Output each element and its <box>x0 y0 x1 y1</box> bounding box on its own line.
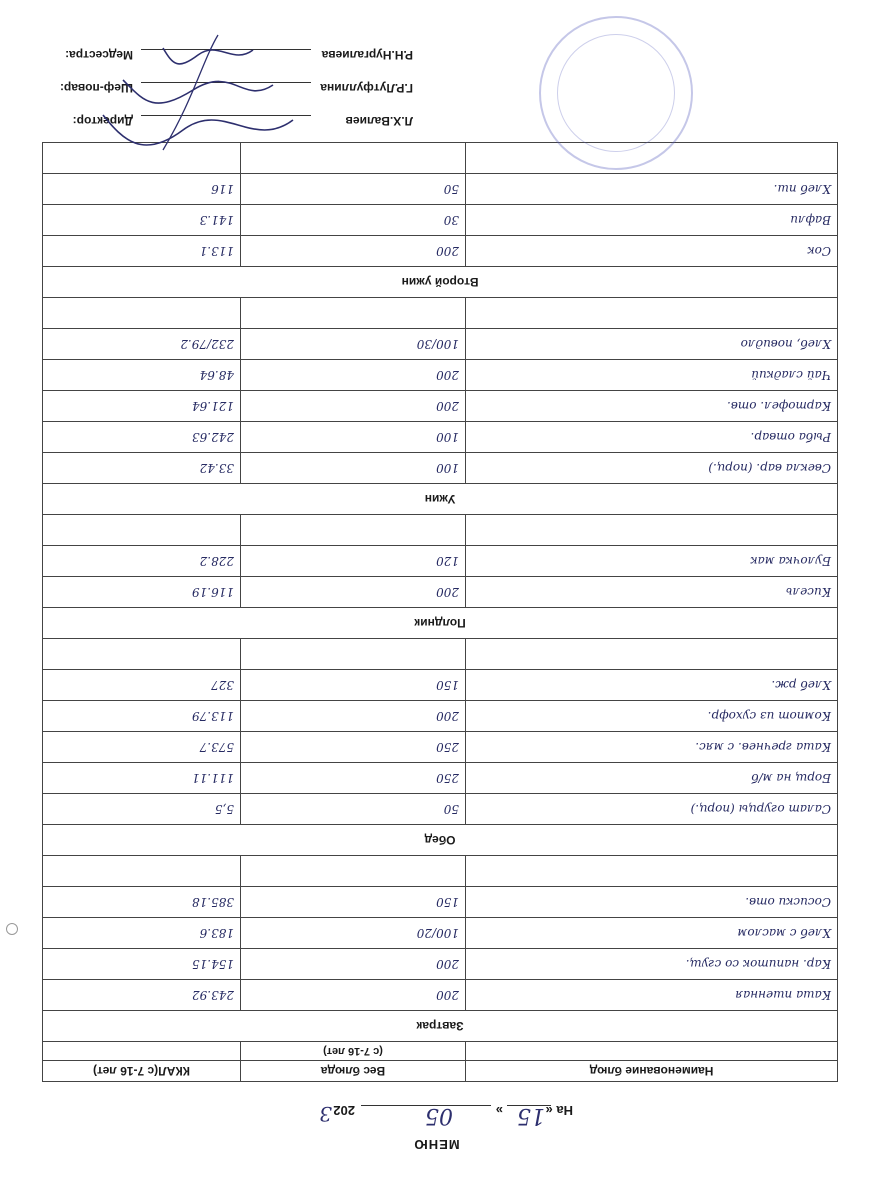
weight-cell: 30 <box>241 205 466 236</box>
table-row <box>43 329 838 360</box>
date-year-prefix: 202 <box>333 1103 355 1118</box>
empty-row <box>43 856 838 887</box>
dish-cell: Каша гречнев. с мяс. <box>466 732 838 763</box>
section-header-row <box>43 825 838 856</box>
dish-cell: Кисель <box>466 577 838 608</box>
weight-cell: 100/30 <box>241 329 466 360</box>
dish-cell: Сок <box>466 236 838 267</box>
dish-cell: Хлеб с маслом <box>466 918 838 949</box>
kcal-cell: 116.19 <box>43 577 241 608</box>
weight-cell: 200 <box>241 701 466 732</box>
empty-row <box>43 515 838 546</box>
dish-cell: Рыба отвар. <box>466 422 838 453</box>
kcal-cell: 5,5 <box>43 794 241 825</box>
weight-cell: 200 <box>241 949 466 980</box>
table-row <box>43 887 838 918</box>
menu-body <box>43 143 838 1042</box>
dish-cell: Свекла вар. (порц.) <box>466 453 838 484</box>
dish-cell: Кар. напиток со сгущ. <box>466 949 838 980</box>
dish-cell: Каша пшенная <box>466 980 838 1011</box>
weight-cell: 100/20 <box>241 918 466 949</box>
date-mid: » <box>495 1103 503 1118</box>
weight-cell: 200 <box>241 391 466 422</box>
table-row <box>43 577 838 608</box>
table-row <box>43 732 838 763</box>
kcal-cell: 242.63 <box>43 422 241 453</box>
weight-cell: 150 <box>241 887 466 918</box>
kcal-cell: 243.92 <box>43 980 241 1011</box>
kcal-cell: 232/79.2 <box>43 329 241 360</box>
section-header-row <box>43 608 838 639</box>
stamp-seal <box>539 16 693 170</box>
table-row <box>43 670 838 701</box>
empty-row <box>43 639 838 670</box>
kcal-cell: 33.42 <box>43 453 241 484</box>
handwritten-signatures <box>83 30 313 160</box>
table-row <box>43 546 838 577</box>
weight-cell: 200 <box>241 980 466 1011</box>
table-row <box>43 391 838 422</box>
dish-cell: Чай сладкий <box>466 360 838 391</box>
col-weight-header: Вес блюда <box>241 1061 466 1082</box>
kcal-cell: 573.7 <box>43 732 241 763</box>
weight-cell: 250 <box>241 732 466 763</box>
section-title: Завтрак <box>43 1011 838 1042</box>
kcal-cell: 141.3 <box>43 205 241 236</box>
signature-role: Шеф-повар: <box>59 81 133 95</box>
weight-cell: 200 <box>241 236 466 267</box>
kcal-cell: 48.64 <box>43 360 241 391</box>
dish-cell: Борщ на м/б <box>466 763 838 794</box>
kcal-cell: 183.6 <box>43 918 241 949</box>
weight-cell: 100 <box>241 422 466 453</box>
table-row <box>43 918 838 949</box>
table-row <box>43 174 838 205</box>
signature-name: Л.Х.Валиев <box>345 114 413 128</box>
section-title: Полдник <box>43 608 838 639</box>
page-title: МЕНЮ <box>413 1137 460 1152</box>
weight-cell: 250 <box>241 763 466 794</box>
section-header-row <box>43 1011 838 1042</box>
dish-cell: Хлеб рж. <box>466 670 838 701</box>
kcal-cell: 228.2 <box>43 546 241 577</box>
weight-cell: 50 <box>241 174 466 205</box>
kcal-cell: 116 <box>43 174 241 205</box>
table-row <box>43 236 838 267</box>
dish-cell: Салат огурцы (порц.) <box>466 794 838 825</box>
col-weight-subheader: (с 7-16 лет) <box>241 1042 466 1061</box>
signature-name: Р.Н.Нургалиева <box>321 48 413 62</box>
dish-cell: Вафли <box>466 205 838 236</box>
date-day: 15 <box>517 1103 545 1128</box>
date-month: 05 <box>425 1103 453 1128</box>
weight-cell: 200 <box>241 360 466 391</box>
dish-cell: Хлеб пш. <box>466 174 838 205</box>
kcal-cell: 121.64 <box>43 391 241 422</box>
kcal-cell: 327 <box>43 670 241 701</box>
binder-hole <box>6 923 18 935</box>
table-row <box>43 949 838 980</box>
table-row <box>43 205 838 236</box>
menu-table <box>42 142 838 1082</box>
kcal-cell: 154.15 <box>43 949 241 980</box>
table-row <box>43 794 838 825</box>
col-kcal-header: ККАЛ(с 7-16 лет) <box>43 1061 241 1082</box>
table-row <box>43 763 838 794</box>
date-prefix: На « <box>545 1103 573 1118</box>
section-header-row <box>43 267 838 298</box>
dish-cell: Булочка мак <box>466 546 838 577</box>
weight-cell: 120 <box>241 546 466 577</box>
menu-date <box>233 1092 573 1132</box>
dish-cell: Компот из сухофр. <box>466 701 838 732</box>
table-row <box>43 980 838 1011</box>
section-header-row <box>43 484 838 515</box>
kcal-cell: 113.1 <box>43 236 241 267</box>
weight-cell: 150 <box>241 670 466 701</box>
col-dish-header: Наименование блюд <box>466 1061 838 1082</box>
kcal-cell: 113.79 <box>43 701 241 732</box>
section-title: Второй ужин <box>43 267 838 298</box>
signature-role: Медсестра: <box>65 48 133 62</box>
weight-cell: 50 <box>241 794 466 825</box>
signature-role: Директор: <box>72 114 133 128</box>
weight-cell: 100 <box>241 453 466 484</box>
kcal-cell: 111.11 <box>43 763 241 794</box>
dish-cell: Хлеб, повидло <box>466 329 838 360</box>
dish-cell: Сосиски отв. <box>466 887 838 918</box>
kcal-cell: 385.18 <box>43 887 241 918</box>
table-row <box>43 360 838 391</box>
table-row <box>43 453 838 484</box>
table-row <box>43 422 838 453</box>
dish-cell: Картофел. отв. <box>466 391 838 422</box>
section-title: Обед <box>43 825 838 856</box>
empty-row <box>43 298 838 329</box>
signature-name: Г.Р.Лутфуллина <box>320 81 413 95</box>
table-row <box>43 701 838 732</box>
date-year-suffix: 3 <box>319 1102 332 1126</box>
section-title: Ужин <box>43 484 838 515</box>
weight-cell: 200 <box>241 577 466 608</box>
